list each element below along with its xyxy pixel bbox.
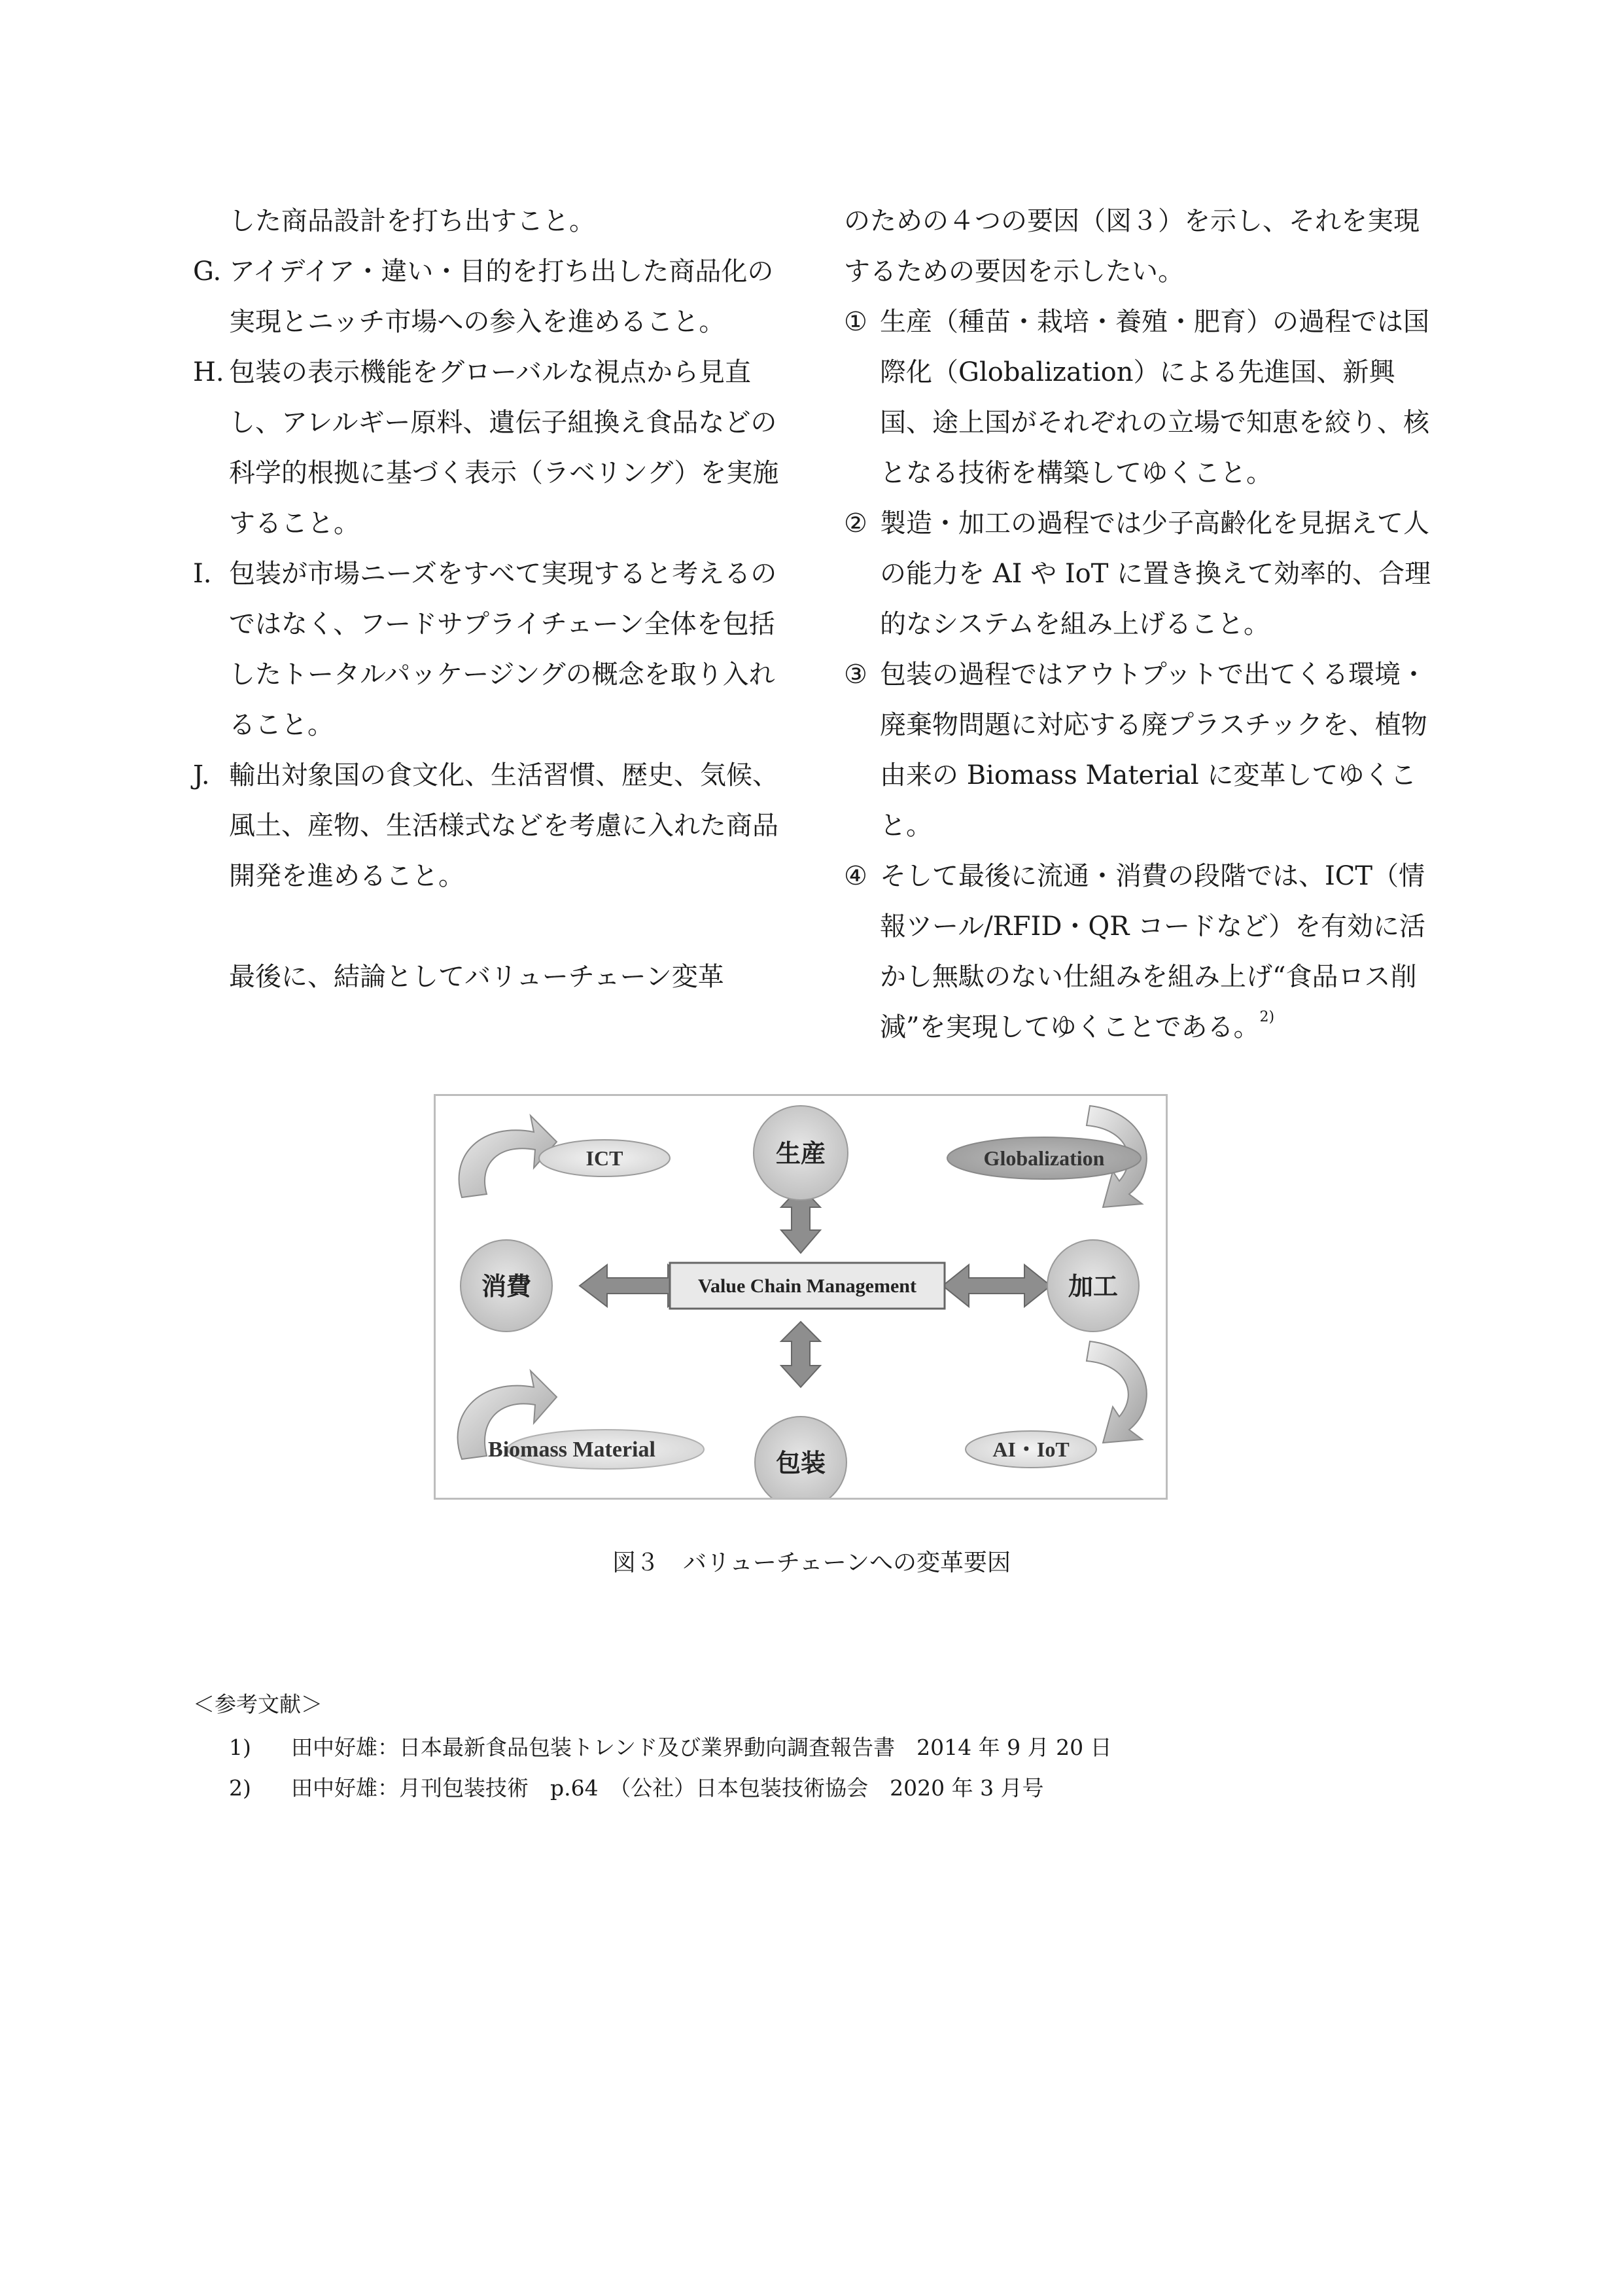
- list-item-3: [844, 650, 1433, 851]
- reference-text: 田中好雄：日本最新食品包装トレンド及び業界動向調査報告書 2014 年 9 月 20 日: [291, 1735, 1112, 1760]
- references-heading: ＜参考文献＞: [193, 1691, 323, 1717]
- item-text: 生産（種苗・栽培・養殖・肥育）の過程では国際化（Globalization）による先進国、新興国、途上国がそれぞれの立場で知恵を絞り、核となる技術を構築してゆくこと。: [880, 307, 1429, 488]
- list-item-1: [844, 297, 1433, 499]
- center-box: [670, 1263, 945, 1309]
- tag-ict: [539, 1140, 670, 1176]
- tag-globalization: [947, 1137, 1141, 1179]
- list-item-2: [844, 499, 1433, 650]
- right-column: [844, 196, 1433, 1053]
- item-label: ④: [844, 861, 867, 891]
- item-text: 包装が市場ニーズをすべて実現すると考えるのではなく、フードサプライチェーン全体を包括したトータルパッケージングの概念を取り入れること。: [229, 559, 777, 740]
- tag-ai-iot-label: AI・IoT: [992, 1438, 1070, 1461]
- left-column: [193, 196, 782, 1002]
- list-item-g: [193, 247, 782, 347]
- tag-globalization-label: Globalization: [983, 1146, 1105, 1170]
- reference-item: [193, 1768, 1112, 1809]
- center-box-label: Value Chain Management: [698, 1275, 916, 1297]
- node-consumption: [461, 1240, 552, 1332]
- node-packaging-label: 包装: [775, 1449, 826, 1477]
- tag-biomass-label: Biomass Material: [488, 1438, 655, 1462]
- item-label: G.: [193, 256, 222, 287]
- item-label: I.: [193, 559, 212, 589]
- footnote-mark: 2): [1259, 1009, 1275, 1025]
- tag-biomass: [488, 1430, 704, 1469]
- left-intro-continuation: した商品設計を打ち出すこと。: [229, 206, 595, 236]
- references: [193, 1688, 1112, 1809]
- right-intro: のための４つの要因（図３）を示し、それを実現するための要因を示したい。: [844, 206, 1420, 287]
- item-label: ①: [844, 307, 867, 337]
- arrow-horizontal-right: [943, 1265, 1051, 1307]
- item-label: ②: [844, 508, 867, 539]
- item-text: 製造・加工の過程では少子高齢化を見据えて人の能力を AI や IoT に置き換えて効率的、合理的なシステムを組み上げること。: [880, 508, 1431, 639]
- reference-number: 1): [229, 1735, 251, 1760]
- item-label: ③: [844, 660, 867, 690]
- conclusion-start: 最後に、結論としてバリューチェーン変革: [229, 962, 724, 992]
- reference-number: 2): [229, 1775, 251, 1801]
- node-production-label: 生産: [775, 1139, 826, 1168]
- curved-arrow-bottom-right: [1087, 1341, 1147, 1443]
- value-chain-diagram: [436, 1096, 1166, 1498]
- list-item-h: [193, 347, 782, 549]
- list-item-4: [844, 851, 1433, 1053]
- node-consumption-label: 消費: [481, 1272, 532, 1301]
- tag-ai-iot: [966, 1431, 1096, 1468]
- node-processing: [1047, 1240, 1139, 1332]
- reference-text: 田中好雄：月刊包装技術 p.64 （公社）日本包装技術協会 2020 年 3 月号: [291, 1775, 1044, 1801]
- list-item-j: [193, 751, 782, 902]
- node-production: [754, 1106, 848, 1200]
- item-text: アイデイア・違い・目的を打ち出した商品化の実現とニッチ市場への参入を進めること。: [229, 256, 774, 337]
- figure-caption: 図３ バリューチェーンへの変革要因: [612, 1549, 1011, 1576]
- item-text: 包装の表示機能をグローバルな視点から見直し、アレルギー原料、遺伝子組換え食品などの科学的根拠に基づく表示（ラベリング）を実施すること。: [229, 357, 779, 539]
- item-label: J.: [193, 760, 210, 790]
- value-chain-figure: [434, 1094, 1168, 1500]
- node-packaging: [755, 1417, 846, 1498]
- list-item-i: [193, 549, 782, 751]
- tag-ict-label: ICT: [585, 1146, 623, 1170]
- item-text: 包装の過程ではアウトプットで出てくる環境・廃棄物問題に対応する廃プラスチックを、植物由来の Biomass Material に変革してゆくこと。: [880, 660, 1427, 841]
- item-text: そして最後に流通・消費の段階では、ICT（情報ツール/RFID・QR コードなど）を有効に活かし無駄のない仕組みを組み上げ“食品ロス削減”を実現してゆくことである。: [880, 861, 1426, 1042]
- arrow-vertical-bottom: [781, 1322, 820, 1387]
- item-text: 輸出対象国の食文化、生活習慣、歴史、気候、風土、産物、生活様式などを考慮に入れた商品開発を進めること。: [229, 760, 778, 891]
- node-processing-label: 加工: [1068, 1272, 1119, 1301]
- reference-item: [193, 1727, 1112, 1768]
- item-label: H.: [193, 357, 224, 387]
